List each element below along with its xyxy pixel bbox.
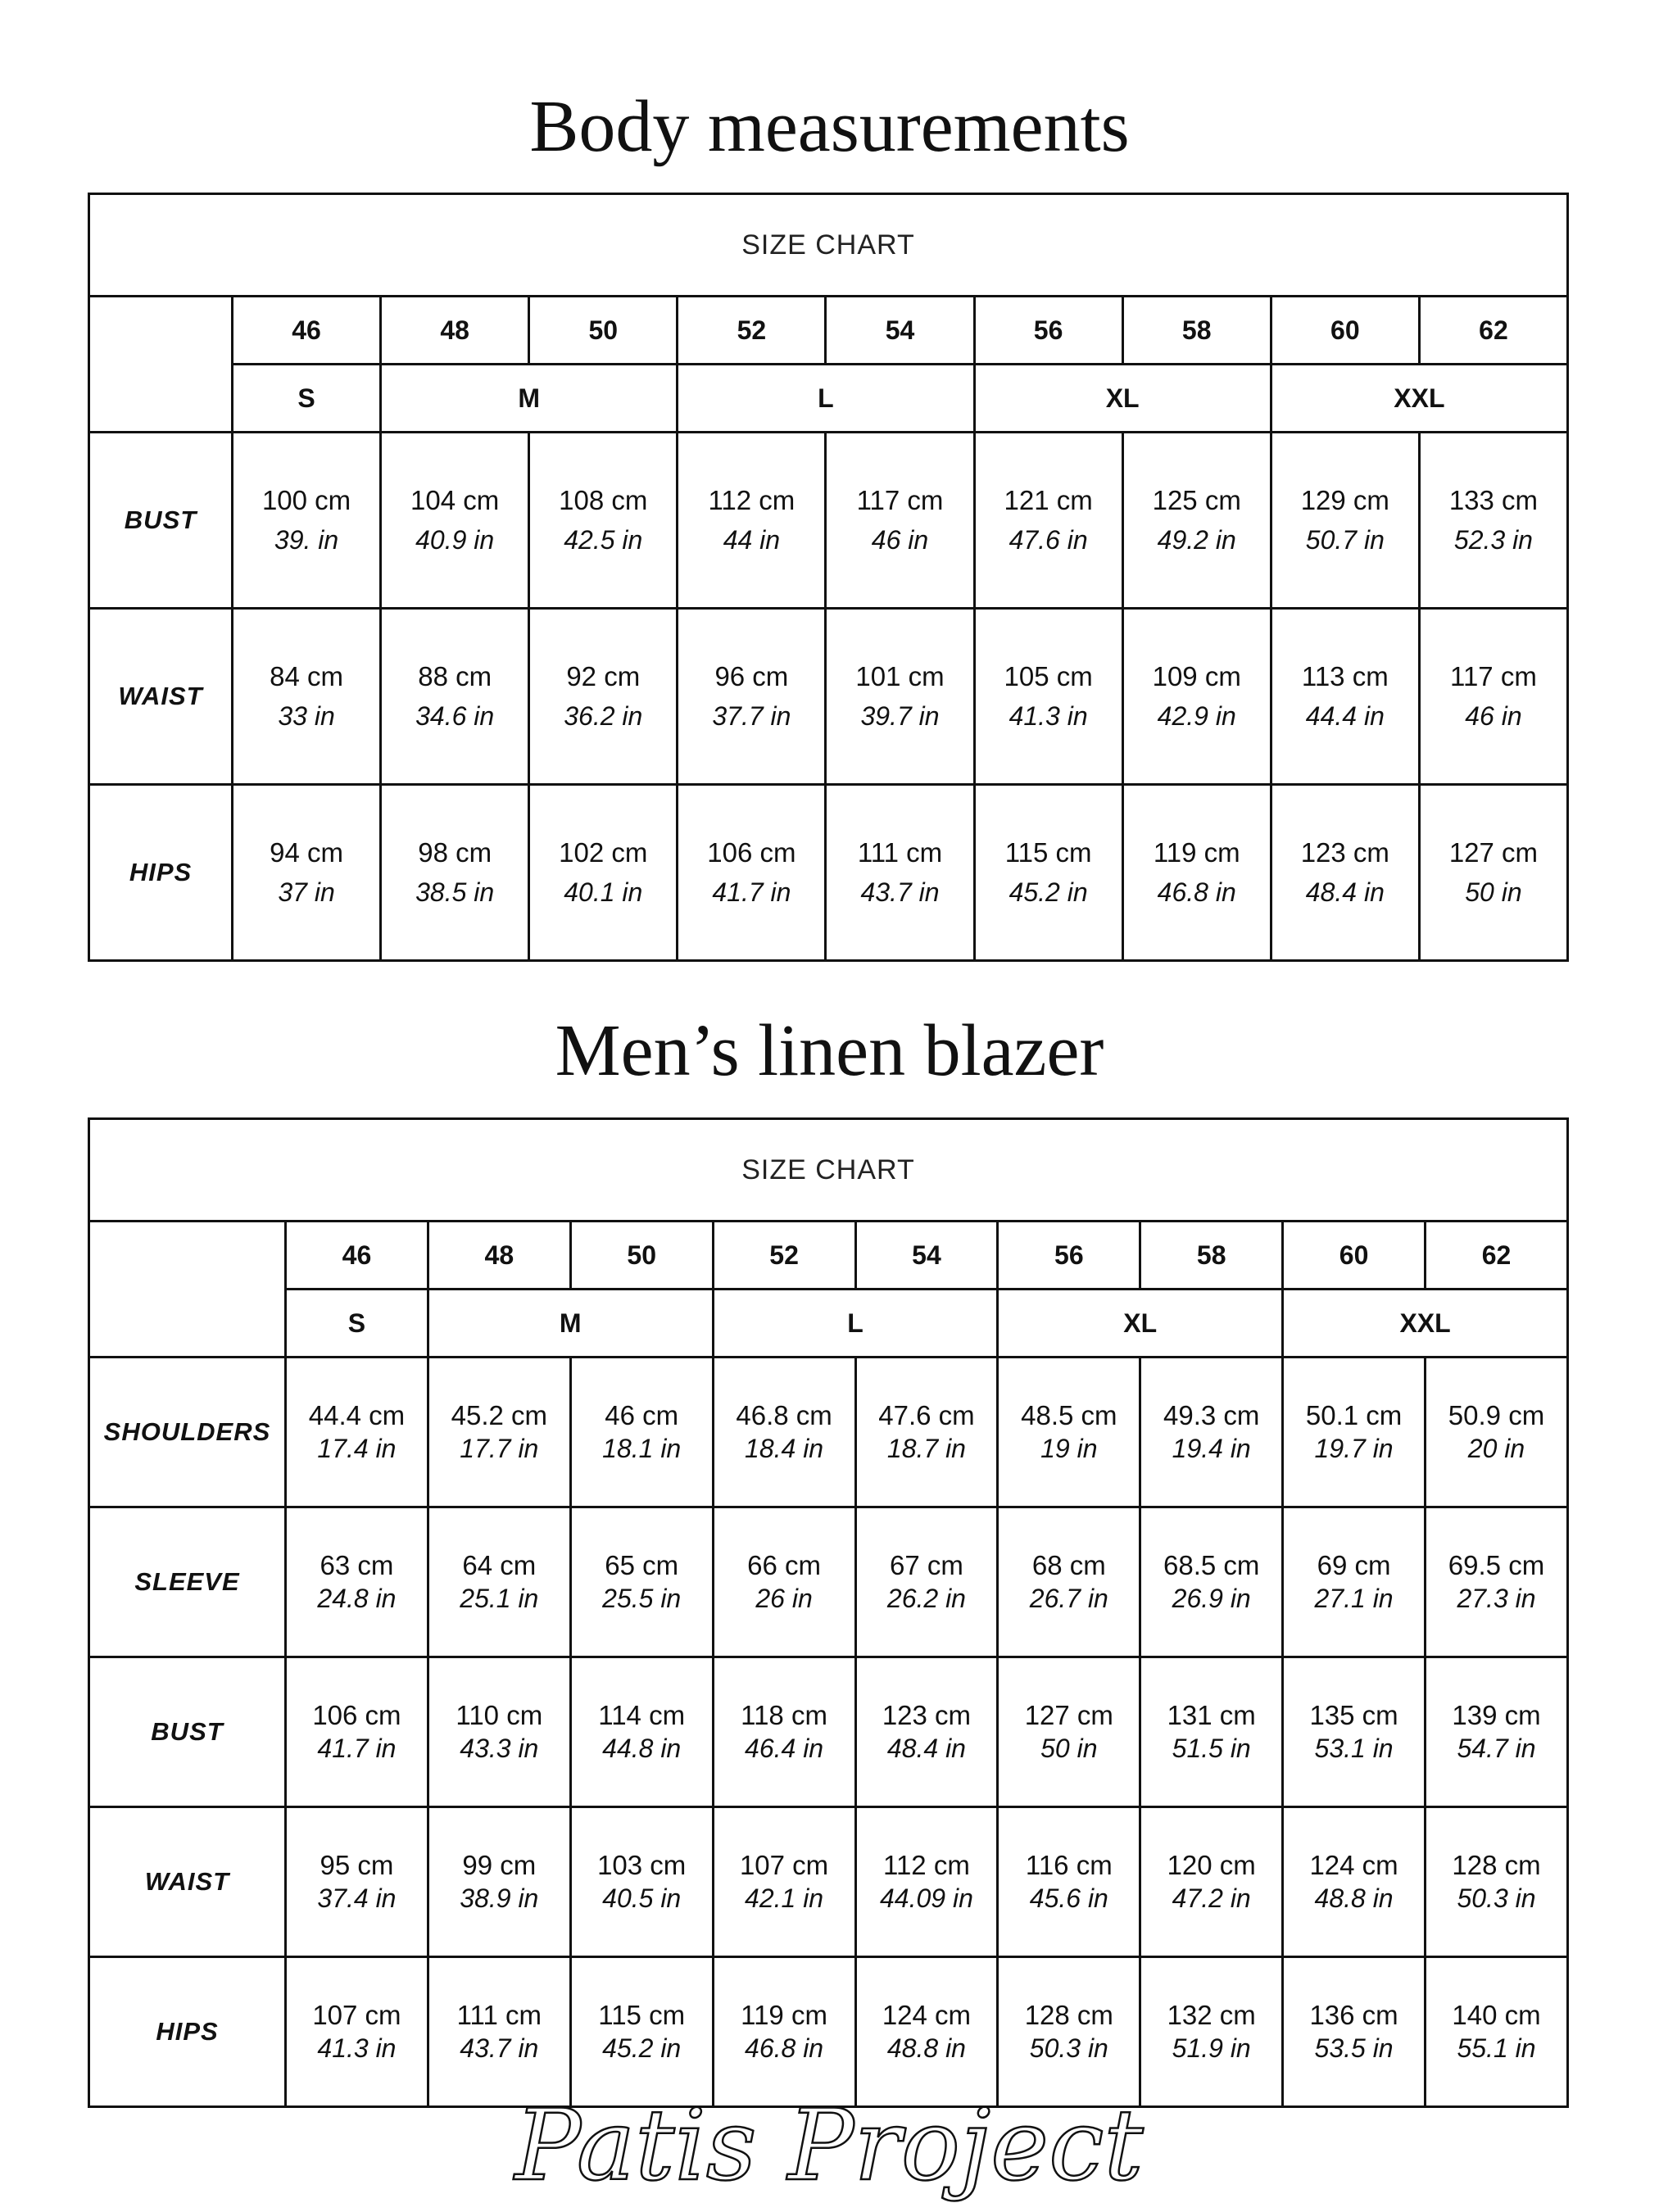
measurement-cell — [826, 785, 974, 961]
measurement-in: 27.1 in — [1314, 1584, 1394, 1613]
measurement-cell — [678, 785, 826, 961]
size-number-cell: 54 — [826, 297, 974, 365]
measurement-cell — [428, 1807, 570, 1957]
size-number-cell: 52 — [713, 1222, 855, 1290]
measurement-cell — [1140, 1807, 1283, 1957]
measurement-in: 19.7 in — [1314, 1434, 1394, 1463]
measurement-in: 53.5 in — [1314, 2033, 1394, 2063]
measurement-in: 40.9 in — [415, 525, 495, 555]
measurement-cell — [428, 1657, 570, 1807]
measurement-cm: 69 cm — [1317, 1550, 1391, 1580]
measurement-cell — [1140, 1507, 1283, 1657]
measurement-cm: 67 cm — [890, 1550, 963, 1580]
measurement-in: 41.7 in — [712, 877, 791, 907]
measurement-cell — [678, 433, 826, 609]
measurement-in: 51.9 in — [1172, 2033, 1251, 2063]
measurement-cell — [286, 1657, 428, 1807]
measurement-cell — [529, 785, 678, 961]
measurement-in: 45.6 in — [1029, 1883, 1108, 1913]
measurement-cm: 140 cm — [1452, 2000, 1541, 2030]
measurement-in: 37 in — [278, 877, 335, 907]
measurement-cm: 98 cm — [418, 837, 492, 868]
measurement-in: 42.9 in — [1157, 701, 1236, 731]
size-number-cell: 54 — [855, 1222, 998, 1290]
measurement-in: 44.4 in — [1305, 701, 1385, 731]
measurement-cell — [381, 609, 529, 785]
measurement-cm: 65 cm — [605, 1550, 679, 1580]
measurement-cm: 105 cm — [1004, 661, 1093, 691]
measurement-cm: 49.3 cm — [1163, 1400, 1260, 1430]
measurement-cell — [826, 609, 974, 785]
measurement-row — [89, 785, 1568, 961]
size-letter-row — [89, 1290, 1568, 1358]
measurement-in: 44 in — [723, 525, 781, 555]
measurement-in: 36.2 in — [564, 701, 643, 731]
measurement-cm: 50.1 cm — [1305, 1400, 1403, 1430]
size-letter-cell: M — [428, 1290, 713, 1358]
measurement-cell — [1283, 1657, 1426, 1807]
measurement-in: 53.1 in — [1314, 1734, 1394, 1763]
measurement-in: 47.6 in — [1009, 525, 1088, 555]
measurement-cell — [381, 785, 529, 961]
measurement-in: 18.1 in — [602, 1434, 682, 1463]
size-letter-cell: M — [381, 365, 678, 433]
linen-blazer-table — [88, 1117, 1569, 2108]
measurement-cell — [1140, 1657, 1283, 1807]
measurement-cell — [529, 433, 678, 609]
size-letter-row — [89, 365, 1568, 433]
measurement-in: 38.5 in — [415, 877, 495, 907]
measurement-cm: 125 cm — [1152, 485, 1241, 515]
measurement-cell — [826, 433, 974, 609]
size-chart-caption: SIZE CHART — [89, 1119, 1568, 1222]
measurement-cell — [1271, 609, 1419, 785]
measurement-cm: 115 cm — [598, 2000, 686, 2030]
measurement-cm: 99 cm — [462, 1850, 537, 1880]
linen-blazer-title: Men’s linen blazer — [555, 1010, 1104, 1091]
measurement-cm: 120 cm — [1167, 1850, 1256, 1880]
measurement-in: 50 in — [1040, 1734, 1098, 1763]
measurement-cm: 108 cm — [559, 485, 648, 515]
measurement-in: 46.4 in — [745, 1734, 824, 1763]
measurement-cell — [1271, 785, 1419, 961]
size-number-cell: 46 — [233, 297, 381, 365]
measurement-in: 50.3 in — [1029, 2033, 1108, 2063]
measurement-in: 41.3 in — [317, 2033, 397, 2063]
measurement-cm: 94 cm — [270, 837, 343, 868]
measurement-cell — [713, 1507, 855, 1657]
measurement-in: 50.3 in — [1457, 1883, 1536, 1913]
size-number-cell: 56 — [974, 297, 1122, 365]
measurement-cm: 46 cm — [605, 1400, 679, 1430]
measurement-cell — [713, 1657, 855, 1807]
table-caption-row — [89, 1119, 1568, 1222]
measurement-cm: 127 cm — [1448, 837, 1539, 868]
measurement-in: 19.4 in — [1172, 1434, 1251, 1463]
measurement-in: 25.1 in — [460, 1584, 539, 1613]
size-number-cell: 60 — [1271, 297, 1419, 365]
measurement-cm: 48.5 cm — [1021, 1400, 1117, 1430]
measurement-in: 46 in — [1465, 701, 1522, 731]
measurement-in: 24.8 in — [317, 1584, 397, 1613]
measurement-cm: 113 cm — [1301, 661, 1389, 691]
size-number-cell: 56 — [998, 1222, 1140, 1290]
measurement-cell — [855, 1657, 998, 1807]
size-number-cell: 62 — [1426, 1222, 1568, 1290]
size-number-cell: 62 — [1419, 297, 1567, 365]
measurement-cm: 68 cm — [1031, 1550, 1106, 1580]
measurement-in: 48.4 in — [1305, 877, 1385, 907]
measurement-cm: 124 cm — [882, 2000, 972, 2030]
size-letter-cell: XL — [998, 1290, 1283, 1358]
measurement-cm: 139 cm — [1452, 1700, 1541, 1730]
measurement-cm: 102 cm — [559, 837, 648, 868]
measurement-in: 46.8 in — [745, 2033, 824, 2063]
measurement-cm: 107 cm — [739, 1850, 829, 1880]
measurement-cell — [1426, 1507, 1568, 1657]
measurement-cell — [1283, 1807, 1426, 1957]
measurement-cm: 101 cm — [855, 661, 945, 691]
measurement-cm: 100 cm — [261, 485, 351, 515]
measurement-cm: 117 cm — [856, 485, 944, 515]
measurement-cm: 129 cm — [1300, 485, 1389, 515]
measurement-cell — [998, 1358, 1140, 1507]
measurement-cm: 118 cm — [741, 1700, 827, 1730]
measurement-cell — [1122, 785, 1271, 961]
measurement-cell — [1419, 785, 1567, 961]
measurement-cm: 112 cm — [883, 1850, 970, 1880]
measurement-cm: 132 cm — [1167, 2000, 1256, 2030]
measurement-in: 39. in — [274, 525, 339, 555]
measurement-in: 46.8 in — [1157, 877, 1236, 907]
measurement-in: 18.4 in — [745, 1434, 824, 1463]
brand-signature-logo — [0, 2081, 1659, 2212]
measurement-cm: 64 cm — [462, 1550, 537, 1580]
measurement-cm: 117 cm — [1450, 661, 1537, 691]
measurement-cm: 123 cm — [882, 1700, 972, 1730]
measurement-cm: 119 cm — [1153, 837, 1240, 868]
header-corner-cell — [89, 1222, 286, 1358]
measurement-cell — [1283, 1358, 1426, 1507]
size-letter-cell: S — [233, 365, 381, 433]
size-number-row — [89, 297, 1568, 365]
measurement-label: SHOULDERS — [89, 1358, 286, 1507]
body-measurements-title: Body measurements — [529, 86, 1130, 167]
measurement-in: 25.5 in — [602, 1584, 682, 1613]
measurement-cm: 116 cm — [1025, 1850, 1113, 1880]
measurement-row — [89, 1507, 1568, 1657]
measurement-in: 41.3 in — [1009, 701, 1088, 731]
measurement-cell — [286, 1807, 428, 1957]
measurement-cell — [998, 1657, 1140, 1807]
measurement-in: 55.1 in — [1457, 2033, 1536, 2063]
measurement-cm: 136 cm — [1309, 2000, 1398, 2030]
measurement-cell — [713, 1807, 855, 1957]
measurement-cell — [428, 1507, 570, 1657]
measurement-in: 37.7 in — [712, 701, 791, 731]
measurement-cm: 96 cm — [714, 661, 789, 691]
measurement-row — [89, 1807, 1568, 1957]
measurement-in: 20 in — [1467, 1434, 1525, 1463]
measurement-cm: 128 cm — [1452, 1850, 1541, 1880]
measurement-cell — [570, 1507, 713, 1657]
measurement-cm: 128 cm — [1024, 2000, 1113, 2030]
measurement-cell — [233, 785, 381, 961]
body-measurements-table — [88, 193, 1569, 962]
measurement-label: WAIST — [89, 609, 233, 785]
size-letter-cell: XL — [974, 365, 1271, 433]
measurement-cell — [974, 785, 1122, 961]
table-caption-row — [89, 194, 1568, 297]
measurement-cell — [1426, 1657, 1568, 1807]
measurement-cm: 107 cm — [312, 2000, 401, 2030]
measurement-in: 50.7 in — [1305, 525, 1385, 555]
measurement-in: 19 in — [1040, 1434, 1098, 1463]
measurement-in: 48.8 in — [1314, 1883, 1394, 1913]
size-number-cell: 46 — [286, 1222, 428, 1290]
measurement-cell — [1271, 433, 1419, 609]
measurement-cm: 112 cm — [708, 485, 796, 515]
size-number-row — [89, 1222, 1568, 1290]
measurement-in: 17.4 in — [317, 1434, 397, 1463]
measurement-label: HIPS — [89, 785, 233, 961]
measurement-cm: 63 cm — [320, 1550, 394, 1580]
measurement-cell — [974, 433, 1122, 609]
measurement-cell — [998, 1807, 1140, 1957]
size-number-cell: 60 — [1283, 1222, 1426, 1290]
measurement-in: 26.2 in — [886, 1584, 966, 1613]
measurement-in: 47.2 in — [1172, 1883, 1251, 1913]
measurement-in: 34.6 in — [415, 701, 495, 731]
size-number-cell: 58 — [1122, 297, 1271, 365]
measurement-in: 41.7 in — [317, 1734, 397, 1763]
size-number-cell: 50 — [570, 1222, 713, 1290]
measurement-cell — [286, 1507, 428, 1657]
measurement-cell — [1419, 433, 1567, 609]
measurement-cm: 44.4 cm — [308, 1400, 406, 1430]
measurement-in: 45.2 in — [1009, 877, 1088, 907]
measurement-in: 44.8 in — [602, 1734, 682, 1763]
size-number-cell: 58 — [1140, 1222, 1283, 1290]
measurement-in: 37.4 in — [317, 1883, 397, 1913]
measurement-cm: 50.9 cm — [1448, 1400, 1545, 1430]
measurement-label: SLEEVE — [89, 1507, 286, 1657]
measurement-cell — [855, 1358, 998, 1507]
measurement-cm: 127 cm — [1024, 1700, 1113, 1730]
measurement-cell — [1140, 1358, 1283, 1507]
measurement-cell — [713, 1358, 855, 1507]
measurement-row — [89, 609, 1568, 785]
measurement-cell — [855, 1807, 998, 1957]
measurement-in: 27.3 in — [1457, 1584, 1536, 1613]
size-chart-caption: SIZE CHART — [89, 194, 1568, 297]
measurement-cm: 106 cm — [312, 1700, 401, 1730]
signature-text: Patis Project — [514, 2089, 1144, 2203]
measurement-in: 48.4 in — [886, 1734, 966, 1763]
size-letter-cell: S — [286, 1290, 428, 1358]
measurement-cm: 115 cm — [1004, 837, 1092, 868]
measurement-cm: 111 cm — [857, 837, 943, 868]
measurement-cm: 114 cm — [598, 1700, 686, 1730]
measurement-cm: 88 cm — [418, 661, 492, 691]
measurement-in: 26 in — [755, 1584, 813, 1613]
measurement-cm: 109 cm — [1152, 661, 1241, 691]
measurement-in: 52.3 in — [1453, 525, 1533, 555]
measurement-in: 46 in — [871, 525, 929, 555]
measurement-row — [89, 1657, 1568, 1807]
measurement-cm: 45.2 cm — [451, 1400, 547, 1430]
measurement-cm: 124 cm — [1309, 1850, 1398, 1880]
measurement-row — [89, 433, 1568, 609]
measurement-cell — [1419, 609, 1567, 785]
measurement-cm: 84 cm — [270, 661, 343, 691]
measurement-cm: 68.5 cm — [1163, 1550, 1260, 1580]
measurement-cm: 131 cm — [1167, 1700, 1256, 1730]
measurement-in: 40.5 in — [602, 1883, 682, 1913]
size-letter-cell: L — [713, 1290, 998, 1358]
size-letter-cell: XXL — [1283, 1290, 1568, 1358]
measurement-row — [89, 1358, 1568, 1507]
size-number-cell: 48 — [428, 1222, 570, 1290]
measurement-cm: 47.6 cm — [878, 1400, 975, 1430]
measurement-cm: 135 cm — [1309, 1700, 1398, 1730]
measurement-cell — [998, 1507, 1140, 1657]
size-letter-cell: XXL — [1271, 365, 1567, 433]
measurement-cm: 121 cm — [1004, 485, 1093, 515]
measurement-cell — [570, 1657, 713, 1807]
measurement-in: 42.5 in — [564, 525, 643, 555]
measurement-in: 43.7 in — [460, 2033, 539, 2063]
measurement-in: 43.3 in — [460, 1734, 539, 1763]
measurement-cell — [1122, 433, 1271, 609]
measurement-cm: 69.5 cm — [1448, 1550, 1545, 1580]
measurement-cm: 119 cm — [741, 2000, 827, 2030]
measurement-in: 44.09 in — [880, 1883, 973, 1913]
size-number-cell: 48 — [381, 297, 529, 365]
measurement-in: 18.7 in — [886, 1434, 966, 1463]
measurement-label: BUST — [89, 433, 233, 609]
measurement-in: 43.7 in — [860, 877, 940, 907]
measurement-cm: 46.8 cm — [736, 1400, 832, 1430]
measurement-cell — [855, 1507, 998, 1657]
size-letter-cell: L — [678, 365, 974, 433]
measurement-cell — [1426, 1807, 1568, 1957]
measurement-in: 45.2 in — [602, 2033, 682, 2063]
measurement-cell — [1426, 1358, 1568, 1507]
size-number-cell: 50 — [529, 297, 678, 365]
measurement-cm: 66 cm — [747, 1550, 821, 1580]
measurement-cell — [1122, 609, 1271, 785]
measurement-in: 42.1 in — [745, 1883, 824, 1913]
measurement-in: 26.9 in — [1172, 1584, 1251, 1613]
measurement-cm: 103 cm — [597, 1850, 687, 1880]
measurement-in: 48.8 in — [886, 2033, 966, 2063]
measurement-cell — [233, 609, 381, 785]
measurement-in: 50 in — [1465, 877, 1522, 907]
measurement-cm: 123 cm — [1300, 837, 1389, 868]
header-corner-cell — [89, 297, 233, 433]
measurement-in: 51.5 in — [1172, 1734, 1251, 1763]
measurement-cell — [570, 1807, 713, 1957]
measurement-in: 26.7 in — [1029, 1584, 1108, 1613]
measurement-cell — [286, 1358, 428, 1507]
measurement-in: 39.7 in — [860, 701, 940, 731]
measurement-cell — [233, 433, 381, 609]
measurement-cm: 92 cm — [566, 661, 641, 691]
measurement-cell — [428, 1358, 570, 1507]
size-number-cell: 52 — [678, 297, 826, 365]
measurement-cm: 104 cm — [410, 485, 500, 515]
measurement-cell — [381, 433, 529, 609]
measurement-cell — [529, 609, 678, 785]
measurement-cell — [974, 609, 1122, 785]
measurement-cm: 106 cm — [707, 837, 796, 868]
measurement-cm: 133 cm — [1448, 485, 1539, 515]
measurement-cm: 110 cm — [456, 1700, 543, 1730]
measurement-label: BUST — [89, 1657, 286, 1807]
measurement-in: 38.9 in — [460, 1883, 539, 1913]
measurement-cell — [678, 609, 826, 785]
measurement-in: 49.2 in — [1157, 525, 1236, 555]
measurement-in: 40.1 in — [564, 877, 643, 907]
measurement-cm: 111 cm — [456, 2000, 542, 2030]
measurement-label: HIPS — [89, 1957, 286, 2107]
measurement-cell — [1283, 1507, 1426, 1657]
measurement-in: 54.7 in — [1457, 1734, 1536, 1763]
measurement-in: 17.7 in — [460, 1434, 539, 1463]
measurement-cell — [570, 1358, 713, 1507]
measurement-cm: 95 cm — [320, 1850, 394, 1880]
measurement-label: WAIST — [89, 1807, 286, 1957]
measurement-in: 33 in — [278, 701, 335, 731]
